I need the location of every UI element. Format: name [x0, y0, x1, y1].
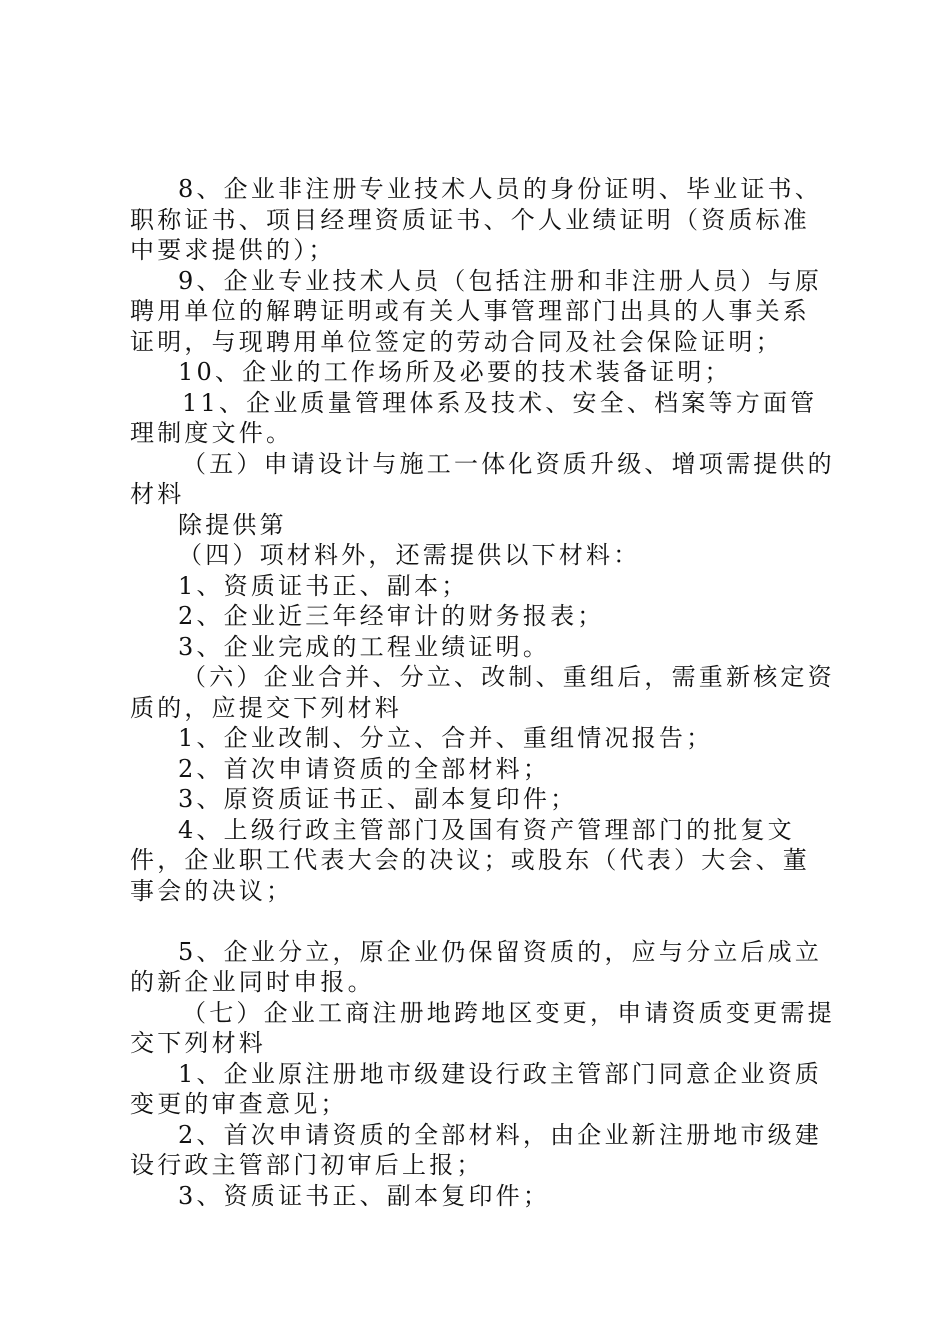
list-item: 1、企业原注册地市级建设行政主管部门同意企业资质变更的审查意见； [130, 1059, 823, 1118]
document-body [130, 174, 835, 1211]
paragraph-item-9: 9、企业专业技术人员（包括注册和非注册人员）与原聘用单位的解聘证明或有关人事管理部门出具的人事关系证明，与现聘用单位签定的劳动合同及社会保险证明； [130, 266, 823, 356]
list-item: 2、企业近三年经审计的财务报表； [178, 602, 605, 630]
list-item: 1、资质证书正、副本； [178, 571, 469, 600]
spacer [130, 906, 835, 937]
section-heading-6: （六）企业合并、分立、改制、重组后，需重新核定资质的，应提交下列材料 [130, 663, 835, 722]
list-item: 2、首次申请资质的全部材料； [178, 754, 551, 783]
list-item: 5、企业分立，原企业仍保留资质的，应与分立后成立的新企业同时申报。 [130, 937, 823, 996]
paragraph-continuation: （四）项材料外，还需提供以下材料： [178, 541, 641, 569]
list-item: 3、原资质证书正、副本复印件； [178, 785, 578, 813]
section-heading-5: （五）申请设计与施工一体化资质升级、增项需提供的材料 [130, 449, 835, 508]
list-item: 2、首次申请资质的全部材料，由企业新注册地市级建设行政主管部门初审后上报； [130, 1120, 823, 1179]
paragraph-item-11: 11、企业质量管理体系及技术、安全、档案等方面管理制度文件。 [130, 388, 818, 447]
section-heading-7: （七）企业工商注册地跨地区变更，申请资质变更需提交下列材料 [130, 998, 835, 1057]
list-item: 1、企业改制、分立、合并、重组情况报告； [178, 724, 714, 752]
list-item: 3、企业完成的工程业绩证明。 [178, 632, 551, 661]
paragraph-fragment: 除提供第 [178, 510, 287, 539]
list-item: 4、上级行政主管部门及国有资产管理部门的批复文件，企业职工代表大会的决议；或股东（代表）大会、董事会的决议； [130, 815, 810, 905]
list-item: 3、资质证书正、副本复印件； [178, 1181, 551, 1210]
paragraph-item-8: 8、企业非注册专业技术人员的身份证明、毕业证书、职称证书、项目经理资质证书、个人业绩证明（资质标准中要求提供的）； [130, 175, 823, 264]
paragraph-item-10: 10、企业的工作场所及必要的技术装备证明； [178, 358, 732, 386]
